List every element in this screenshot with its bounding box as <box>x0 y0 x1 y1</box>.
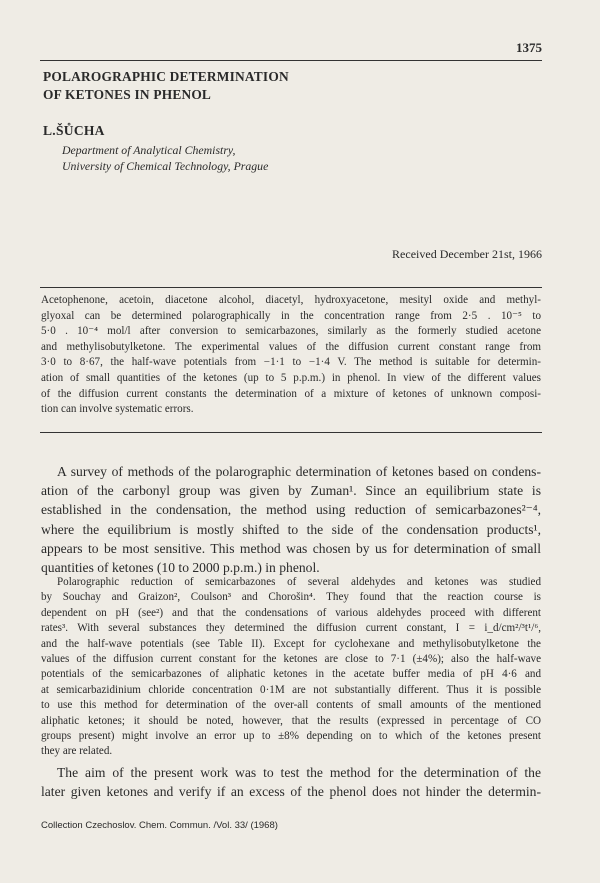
abstract <box>41 293 541 418</box>
journal-citation: Collection Czechoslov. Chem. Commun. /Vol. 33/ (1968) <box>41 820 278 831</box>
body-line: aliphatic ketones; it should be noted, however, that the results (expressed in percentage of CO <box>41 714 541 727</box>
abstract-line: glyoxal can be determined polarographically in the concentration range from 2·5 . 10⁻⁵ to <box>41 309 541 322</box>
body-line: rates³. With several substances they determined the diffusion current constant, I = i_d/cm²/³t¹/⁶, <box>41 622 541 635</box>
body-line: ation of the carbonyl group was given by Zuman¹. Since an equilibrium state is <box>41 483 541 499</box>
header-rule <box>40 60 542 61</box>
body-line: where the equilibrium is mostly shifted to the side of the condensation products¹, <box>41 521 541 537</box>
body-line: established in the condensation, the method using reduction of semicarbazones²⁻⁴, <box>41 502 541 518</box>
body-line: A survey of methods of the polarographic determination of ketones based on condens- <box>57 464 541 479</box>
body-line: by Souchay and Graizon², Coulson³ and Chorošin⁴. They found that the reaction course is <box>41 591 541 604</box>
affiliation-line: Department of Analytical Chemistry, <box>62 143 236 157</box>
body-line: and the half-wave potentials (see Table II). Except for cyclohexane and methylisobutylketone the <box>41 637 541 650</box>
body-line: they are related. <box>41 745 113 758</box>
body-paragraph-intro <box>41 462 541 577</box>
body-line: later given ketones and verify if an excess of the phenol does not hinder the determin- <box>41 784 541 800</box>
body-line: quantities of ketones (10 to 2000 p.p.m.) in phenol. <box>41 560 320 576</box>
body-paragraph-aim <box>41 763 541 801</box>
abstract-rule-bottom <box>40 432 542 433</box>
body-line: to use this method for determination of the over-all contents of small amounts of the mentioned <box>41 699 541 712</box>
page-number: 1375 <box>516 40 542 55</box>
article-title <box>43 68 463 104</box>
abstract-line: tion can involve systematic errors. <box>41 403 194 416</box>
body-line: groups present) might involve an error up to ±8% depending on to which of the ketones present <box>41 730 541 743</box>
affiliation-line: University of Chemical Technology, Prague <box>62 159 269 173</box>
abstract-line: of the diffusion current constants the determination of a mixture of ketones of unknown composi- <box>41 387 541 400</box>
body-line: potentials of the semicarbazones of aliphatic ketones in the acetate buffer media of pH 4·6 and <box>41 668 541 681</box>
abstract-line: 5·0 . 10⁻⁴ mol/l after conversion to semicarbazones, similarly as the formerly studied acetone <box>41 325 541 338</box>
author-name: L.ŠŮCHA <box>43 123 105 138</box>
abstract-line: and methylisobutylketone. The experimental values of the diffusion current constant range from <box>41 340 541 353</box>
abstract-line: ation of small quantities of the ketones (up to 5 p.p.m.) in phenol. In view of the different values <box>41 371 541 384</box>
body-line: appears to be most sensitive. This method was chosen by us for determination of small <box>41 540 541 556</box>
affiliation <box>62 142 462 174</box>
title-line: OF KETONES IN PHENOL <box>43 87 212 102</box>
title-line: POLAROGRAPHIC DETERMINATION <box>43 69 289 84</box>
body-line: at semicarbazidinium chloride concentration 0·1M are not substantially different. Thus it is possible <box>41 683 541 696</box>
body-line: dependent on pH (see²) and that the condensations of various aldehydes proceed with different <box>41 606 541 619</box>
body-line: Polarographic reduction of semicarbazones of several aldehydes and ketones was studied <box>57 576 541 588</box>
body-line: values of the diffusion current constant for the ketones are close to 7·1 (±4%); also the half-wave <box>41 653 541 666</box>
abstract-rule-top <box>40 287 542 288</box>
body-paragraph-small <box>41 575 541 760</box>
received-date: Received December 21st, 1966 <box>392 247 542 261</box>
abstract-line: Acetophenone, acetoin, diacetone alcohol, diacetyl, hydroxyacetone, mesityl oxide and methyl- <box>41 294 541 306</box>
body-line: The aim of the present work was to test the method for the determination of the <box>57 765 541 780</box>
abstract-line: 3·0 to 8·67, the half-wave potentials from −1·1 to −1·4 V. The method is suitable for determin- <box>41 356 541 369</box>
